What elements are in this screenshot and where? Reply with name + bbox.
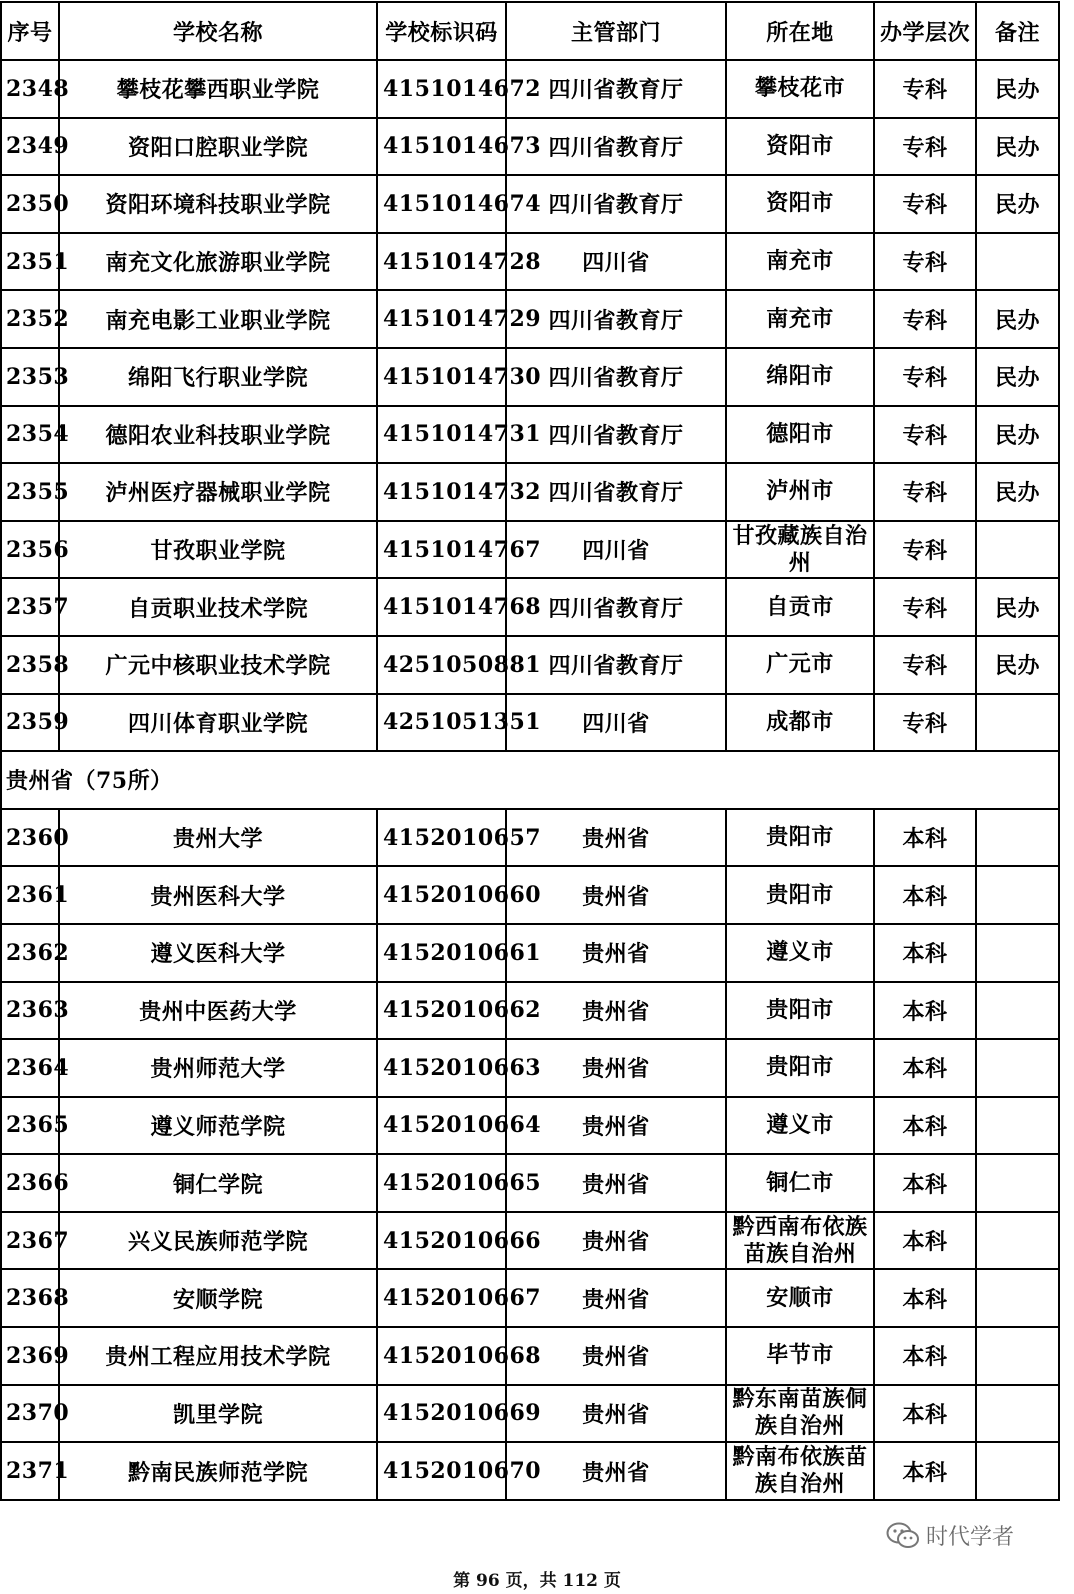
cell-remarks: 民办 (976, 636, 1059, 694)
cell-location: 铜仁市 (726, 1154, 874, 1212)
cell-serial: 2351 (1, 233, 59, 291)
cell-authority: 贵州省 (506, 1039, 726, 1097)
cell-location: 贵阳市 (726, 809, 874, 867)
table-body-sichuan (1, 60, 1059, 751)
table-row (1, 175, 1059, 233)
cell-serial: 2353 (1, 348, 59, 406)
cell-school-code: 4151014768 (377, 578, 506, 636)
cell-remarks: 民办 (976, 348, 1059, 406)
table-header-row (1, 2, 1059, 60)
cell-location: 资阳市 (726, 118, 874, 176)
cell-school-code: 4151014673 (377, 118, 506, 176)
cell-school-code: 4151014730 (377, 348, 506, 406)
cell-level: 本科 (874, 982, 976, 1040)
cell-serial: 2371 (1, 1442, 59, 1500)
cell-serial: 2367 (1, 1212, 59, 1270)
cell-authority: 四川省 (506, 521, 726, 579)
table-row (1, 521, 1059, 579)
cell-remarks (976, 1097, 1059, 1155)
table-row (1, 1442, 1059, 1500)
cell-authority: 贵州省 (506, 1097, 726, 1155)
cell-level: 专科 (874, 175, 976, 233)
cell-authority: 贵州省 (506, 866, 726, 924)
cell-authority: 四川省 (506, 694, 726, 752)
cell-remarks: 民办 (976, 463, 1059, 521)
cell-school-code: 4151014729 (377, 290, 506, 348)
cell-level: 本科 (874, 1327, 976, 1385)
table-body-guizhou (1, 809, 1059, 1500)
cell-remarks: 民办 (976, 118, 1059, 176)
wechat-icon (886, 1521, 920, 1551)
header-level: 办学层次 (874, 2, 976, 60)
cell-location: 绵阳市 (726, 348, 874, 406)
cell-location: 资阳市 (726, 175, 874, 233)
cell-remarks: 民办 (976, 406, 1059, 464)
cell-location: 贵阳市 (726, 1039, 874, 1097)
table-row (1, 1154, 1059, 1212)
cell-remarks (976, 1327, 1059, 1385)
cell-school-name: 泸州医疗器械职业学院 (59, 463, 377, 521)
cell-school-code: 4151014767 (377, 521, 506, 579)
cell-school-name: 兴义民族师范学院 (59, 1212, 377, 1270)
header-school-code: 学校标识码 (377, 2, 506, 60)
cell-level: 本科 (874, 1039, 976, 1097)
cell-authority: 四川省教育厅 (506, 406, 726, 464)
cell-serial: 2350 (1, 175, 59, 233)
table-row (1, 694, 1059, 752)
cell-school-code: 4152010664 (377, 1097, 506, 1155)
cell-serial: 2355 (1, 463, 59, 521)
cell-serial: 2354 (1, 406, 59, 464)
table-row (1, 982, 1059, 1040)
cell-level: 本科 (874, 1097, 976, 1155)
cell-authority: 贵州省 (506, 809, 726, 867)
cell-school-name: 南充文化旅游职业学院 (59, 233, 377, 291)
cell-school-name: 黔南民族师范学院 (59, 1442, 377, 1500)
cell-location: 贵阳市 (726, 866, 874, 924)
table-row (1, 809, 1059, 867)
cell-location: 南充市 (726, 233, 874, 291)
cell-remarks (976, 866, 1059, 924)
cell-school-code: 4152010662 (377, 982, 506, 1040)
cell-serial: 2358 (1, 636, 59, 694)
cell-remarks (976, 1442, 1059, 1500)
table-row (1, 866, 1059, 924)
cell-level: 专科 (874, 578, 976, 636)
cell-authority: 四川省教育厅 (506, 118, 726, 176)
cell-school-name: 凯里学院 (59, 1385, 377, 1443)
header-school-name: 学校名称 (59, 2, 377, 60)
cell-authority: 四川省教育厅 (506, 175, 726, 233)
cell-authority: 贵州省 (506, 1269, 726, 1327)
cell-location: 黔东南苗族侗族自治州 (726, 1385, 874, 1443)
cell-school-name: 贵州医科大学 (59, 866, 377, 924)
table-row (1, 406, 1059, 464)
cell-school-code: 4251050881 (377, 636, 506, 694)
cell-remarks (976, 1269, 1059, 1327)
cell-school-code: 4152010665 (377, 1154, 506, 1212)
cell-school-name: 甘孜职业学院 (59, 521, 377, 579)
cell-school-name: 贵州中医药大学 (59, 982, 377, 1040)
cell-authority: 四川省教育厅 (506, 636, 726, 694)
cell-school-name: 南充电影工业职业学院 (59, 290, 377, 348)
cell-school-name: 广元中核职业技术学院 (59, 636, 377, 694)
table-row (1, 60, 1059, 118)
watermark (886, 1520, 1014, 1551)
cell-level: 专科 (874, 233, 976, 291)
header-authority: 主管部门 (506, 2, 726, 60)
cell-school-name: 贵州大学 (59, 809, 377, 867)
table-row (1, 1327, 1059, 1385)
cell-remarks (976, 982, 1059, 1040)
cell-location: 黔南布依族苗族自治州 (726, 1442, 874, 1500)
cell-remarks: 民办 (976, 175, 1059, 233)
cell-school-code: 4152010657 (377, 809, 506, 867)
cell-authority: 四川省教育厅 (506, 60, 726, 118)
cell-remarks (976, 1039, 1059, 1097)
cell-school-code: 4152010669 (377, 1385, 506, 1443)
cell-remarks (976, 924, 1059, 982)
cell-remarks (976, 233, 1059, 291)
cell-level: 本科 (874, 1385, 976, 1443)
cell-school-name: 攀枝花攀西职业学院 (59, 60, 377, 118)
cell-authority: 四川省教育厅 (506, 290, 726, 348)
cell-school-name: 铜仁学院 (59, 1154, 377, 1212)
header-location: 所在地 (726, 2, 874, 60)
cell-location: 广元市 (726, 636, 874, 694)
header-serial: 序号 (1, 2, 59, 60)
cell-location: 德阳市 (726, 406, 874, 464)
cell-serial: 2352 (1, 290, 59, 348)
cell-location: 遵义市 (726, 1097, 874, 1155)
cell-location: 毕节市 (726, 1327, 874, 1385)
section-label-guizhou: 贵州省（75所） (1, 751, 1059, 809)
table-row (1, 118, 1059, 176)
cell-authority: 四川省 (506, 233, 726, 291)
cell-remarks (976, 694, 1059, 752)
cell-serial: 2364 (1, 1039, 59, 1097)
cell-level: 本科 (874, 1269, 976, 1327)
cell-serial: 2366 (1, 1154, 59, 1212)
cell-school-name: 遵义师范学院 (59, 1097, 377, 1155)
cell-level: 本科 (874, 1154, 976, 1212)
table-row (1, 924, 1059, 982)
cell-location: 泸州市 (726, 463, 874, 521)
cell-authority: 贵州省 (506, 1442, 726, 1500)
cell-school-code: 4151014728 (377, 233, 506, 291)
cell-remarks: 民办 (976, 290, 1059, 348)
cell-school-code: 4251051351 (377, 694, 506, 752)
cell-school-code: 4152010670 (377, 1442, 506, 1500)
cell-serial: 2369 (1, 1327, 59, 1385)
cell-level: 本科 (874, 1212, 976, 1270)
cell-location: 攀枝花市 (726, 60, 874, 118)
cell-school-name: 安顺学院 (59, 1269, 377, 1327)
institution-table (0, 1, 1060, 1501)
table-row (1, 1039, 1059, 1097)
cell-serial: 2362 (1, 924, 59, 982)
cell-school-name: 自贡职业技术学院 (59, 578, 377, 636)
cell-remarks: 民办 (976, 60, 1059, 118)
cell-serial: 2356 (1, 521, 59, 579)
section-row (1, 751, 1059, 809)
cell-school-code: 4152010661 (377, 924, 506, 982)
cell-school-name: 德阳农业科技职业学院 (59, 406, 377, 464)
page-footer: 第 96 页，共 112 页 (453, 1571, 621, 1591)
cell-remarks (976, 1212, 1059, 1270)
cell-authority: 四川省教育厅 (506, 463, 726, 521)
cell-location: 贵阳市 (726, 982, 874, 1040)
cell-level: 专科 (874, 694, 976, 752)
cell-level: 专科 (874, 290, 976, 348)
table-row (1, 578, 1059, 636)
cell-authority: 贵州省 (506, 1327, 726, 1385)
table-row (1, 1212, 1059, 1270)
cell-school-name: 资阳口腔职业学院 (59, 118, 377, 176)
cell-serial: 2361 (1, 866, 59, 924)
cell-serial: 2348 (1, 60, 59, 118)
table-row (1, 233, 1059, 291)
section-divider (1, 751, 1059, 809)
cell-school-name: 贵州师范大学 (59, 1039, 377, 1097)
table-row (1, 348, 1059, 406)
watermark-text: 时代学者 (926, 1525, 1015, 1550)
cell-level: 专科 (874, 348, 976, 406)
cell-serial: 2370 (1, 1385, 59, 1443)
cell-level: 专科 (874, 60, 976, 118)
cell-school-code: 4151014674 (377, 175, 506, 233)
cell-authority: 贵州省 (506, 1154, 726, 1212)
cell-serial: 2359 (1, 694, 59, 752)
cell-school-code: 4152010668 (377, 1327, 506, 1385)
cell-level: 本科 (874, 1442, 976, 1500)
cell-authority: 四川省教育厅 (506, 348, 726, 406)
cell-location: 自贡市 (726, 578, 874, 636)
table-row (1, 1097, 1059, 1155)
cell-location: 南充市 (726, 290, 874, 348)
cell-school-code: 4151014672 (377, 60, 506, 118)
cell-remarks (976, 1154, 1059, 1212)
cell-school-code: 4152010663 (377, 1039, 506, 1097)
table-row (1, 463, 1059, 521)
cell-level: 本科 (874, 924, 976, 982)
cell-remarks (976, 809, 1059, 867)
cell-school-name: 资阳环境科技职业学院 (59, 175, 377, 233)
table-row (1, 290, 1059, 348)
cell-serial: 2363 (1, 982, 59, 1040)
cell-school-code: 4152010666 (377, 1212, 506, 1270)
cell-serial: 2357 (1, 578, 59, 636)
cell-serial: 2349 (1, 118, 59, 176)
cell-level: 专科 (874, 406, 976, 464)
cell-level: 专科 (874, 118, 976, 176)
cell-school-code: 4152010667 (377, 1269, 506, 1327)
cell-school-code: 4151014731 (377, 406, 506, 464)
cell-remarks: 民办 (976, 578, 1059, 636)
cell-authority: 贵州省 (506, 982, 726, 1040)
cell-remarks (976, 1385, 1059, 1443)
cell-authority: 四川省教育厅 (506, 578, 726, 636)
cell-level: 专科 (874, 521, 976, 579)
cell-location: 安顺市 (726, 1269, 874, 1327)
cell-location: 黔西南布依族苗族自治州 (726, 1212, 874, 1270)
cell-authority: 贵州省 (506, 1212, 726, 1270)
cell-level: 本科 (874, 809, 976, 867)
cell-level: 专科 (874, 463, 976, 521)
cell-location: 甘孜藏族自治州 (726, 521, 874, 579)
cell-serial: 2365 (1, 1097, 59, 1155)
cell-serial: 2368 (1, 1269, 59, 1327)
cell-school-name: 四川体育职业学院 (59, 694, 377, 752)
cell-school-code: 4152010660 (377, 866, 506, 924)
cell-location: 遵义市 (726, 924, 874, 982)
cell-school-name: 贵州工程应用技术学院 (59, 1327, 377, 1385)
cell-remarks (976, 521, 1059, 579)
header-remarks: 备注 (976, 2, 1059, 60)
table-row (1, 636, 1059, 694)
cell-location: 成都市 (726, 694, 874, 752)
cell-school-code: 4151014732 (377, 463, 506, 521)
cell-level: 本科 (874, 866, 976, 924)
cell-school-name: 绵阳飞行职业学院 (59, 348, 377, 406)
table-row (1, 1269, 1059, 1327)
cell-authority: 贵州省 (506, 924, 726, 982)
cell-school-name: 遵义医科大学 (59, 924, 377, 982)
cell-serial: 2360 (1, 809, 59, 867)
table-row (1, 1385, 1059, 1443)
cell-authority: 贵州省 (506, 1385, 726, 1443)
cell-level: 专科 (874, 636, 976, 694)
